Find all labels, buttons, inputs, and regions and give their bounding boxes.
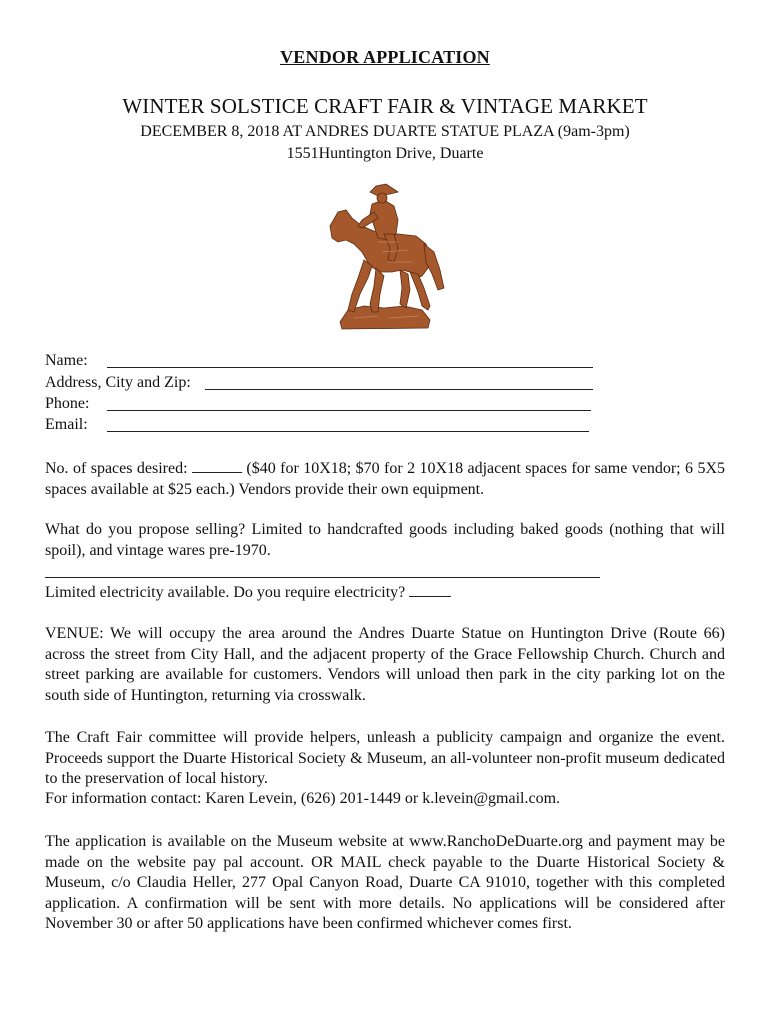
email-label: Email:	[45, 416, 88, 433]
address-field[interactable]	[45, 374, 191, 392]
address-label: Address, City and Zip:	[45, 374, 191, 391]
form-title: VENDOR APPLICATION	[280, 47, 490, 67]
email-input-line[interactable]	[107, 431, 589, 432]
selling-paragraph: What do you propose selling? Limited to handcrafted goods including baked goods (nothing that will spoil), and vintage wares pre-1970.	[45, 521, 725, 559]
venue-paragraph: VENUE: We will occupy the area around the Andres Duarte Statue on Huntington Drive (Route 66) across the street from City Hall, and the adjacent property of the Grace Fellowship Church. Church and street parking are available for customers. Vendors will unload then park in the city parking lot on the south side of Huntington, returning via crosswalk.	[45, 625, 725, 704]
application-paragraph: The application is available on the Museum website at www.RanchoDeDuarte.org and payment may be made on the website pay pal account. OR MAIL check payable to the Duarte Historical Society & Museum, c/o Claudia Heller, 277 Opal Canyon Road, Duarte CA 91010, together with this completed application. A confirmation will be sent with more details. No applications will be considered after November 30 or after 50 applications have been confirmed whichever comes first.	[45, 833, 725, 933]
event-address: 1551Huntington Drive, Duarte	[286, 145, 484, 162]
name-input-line[interactable]	[107, 367, 593, 368]
spaces-details: ($40 for 10X18; $70 for 2 10X18 adjacent spaces for same vendor; 6 5X5 spaces available at $25 each.) Vendors provide their own equipment.	[45, 460, 726, 498]
event-name: WINTER SOLSTICE CRAFT FAIR & VINTAGE MARKET	[122, 94, 648, 118]
event-date-location: DECEMBER 8, 2018 AT ANDRES DUARTE STATUE PLAZA (9am-3pm)	[140, 123, 630, 140]
name-field[interactable]	[45, 352, 88, 370]
address-input-line[interactable]	[205, 389, 593, 390]
email-field[interactable]	[45, 416, 88, 434]
phone-field[interactable]	[45, 395, 89, 413]
selling-input-line[interactable]	[45, 577, 600, 578]
spaces-input-line[interactable]	[192, 458, 242, 473]
electricity-input-line[interactable]	[409, 582, 451, 597]
horse-rider-statue-icon	[318, 182, 450, 334]
electricity-question	[45, 582, 451, 602]
name-label: Name:	[45, 352, 88, 369]
spaces-label: No. of spaces desired:	[45, 460, 188, 477]
contact-line: For information contact: Karen Levein, (626) 201-1449 or k.levein@gmail.com.	[45, 790, 561, 807]
electricity-label: Limited electricity available. Do you require electricity?	[45, 584, 406, 601]
committee-paragraph: The Craft Fair committee will provide helpers, unleash a publicity campaign and organize the event. Proceeds support the Duarte Historical Society & Museum, an all-volunteer non-profit museum dedicated to the preservation of local history.	[45, 729, 725, 788]
phone-label: Phone:	[45, 395, 90, 412]
spaces-paragraph	[45, 458, 725, 500]
phone-input-line[interactable]	[107, 410, 591, 411]
